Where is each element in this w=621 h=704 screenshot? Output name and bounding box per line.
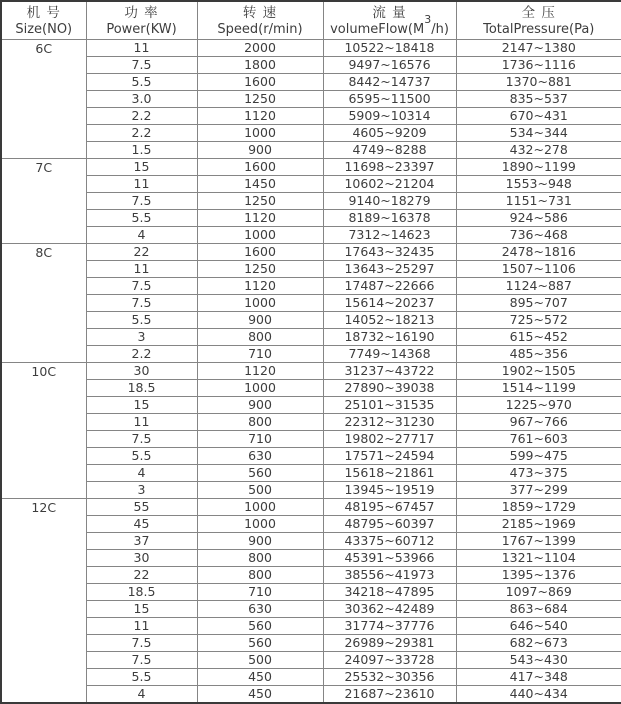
- pressure-cell: 761~603: [456, 431, 621, 448]
- table-row: [1, 448, 621, 465]
- speed-cell: 1000: [197, 295, 323, 312]
- power-cell: 7.5: [86, 652, 197, 669]
- power-cell: 3.0: [86, 91, 197, 108]
- table-row: [1, 601, 621, 618]
- flow-cell: 9497~16576: [323, 57, 456, 74]
- power-cell: 11: [86, 40, 197, 57]
- size-cell: 7C: [1, 159, 86, 244]
- table-row: [1, 159, 621, 176]
- pressure-cell: 863~684: [456, 601, 621, 618]
- power-cell: 7.5: [86, 431, 197, 448]
- power-cell: 2.2: [86, 108, 197, 125]
- speed-cell: 500: [197, 482, 323, 499]
- power-cell: 2.2: [86, 125, 197, 142]
- pressure-cell: 646~540: [456, 618, 621, 635]
- speed-cell: 800: [197, 550, 323, 567]
- table-row: [1, 295, 621, 312]
- flow-cell: 48795~60397: [323, 516, 456, 533]
- pressure-cell: 2147~1380: [456, 40, 621, 57]
- table-row: [1, 482, 621, 499]
- col-header-size-zh: 机 号: [26, 4, 61, 21]
- power-cell: 4: [86, 686, 197, 704]
- pressure-cell: 473~375: [456, 465, 621, 482]
- speed-cell: 500: [197, 652, 323, 669]
- pressure-cell: 1553~948: [456, 176, 621, 193]
- flow-cell: 22312~31230: [323, 414, 456, 431]
- table-row: [1, 652, 621, 669]
- col-header-pressure-zh: 全 压: [521, 4, 556, 21]
- speed-cell: 800: [197, 567, 323, 584]
- pressure-cell: 1859~1729: [456, 499, 621, 516]
- col-header-speed-en: Speed(r/min): [217, 21, 303, 37]
- table-row: [1, 686, 621, 704]
- flow-cell: 31237~43722: [323, 363, 456, 380]
- table-row: [1, 74, 621, 91]
- speed-cell: 1250: [197, 193, 323, 210]
- speed-cell: 450: [197, 686, 323, 704]
- pressure-cell: 1321~1104: [456, 550, 621, 567]
- flow-cell: 11698~23397: [323, 159, 456, 176]
- speed-cell: 1120: [197, 210, 323, 227]
- speed-cell: 630: [197, 448, 323, 465]
- table-row: [1, 431, 621, 448]
- flow-cell: 15614~20237: [323, 295, 456, 312]
- speed-cell: 800: [197, 414, 323, 431]
- table-row: [1, 499, 621, 516]
- flow-cell: 4749~8288: [323, 142, 456, 159]
- power-cell: 45: [86, 516, 197, 533]
- table-row: [1, 40, 621, 57]
- table-row: [1, 533, 621, 550]
- speed-cell: 1000: [197, 380, 323, 397]
- flow-cell: 6595~11500: [323, 91, 456, 108]
- pressure-cell: 1097~869: [456, 584, 621, 601]
- flow-cell: 21687~23610: [323, 686, 456, 704]
- power-cell: 4: [86, 227, 197, 244]
- table-row: [1, 635, 621, 652]
- power-cell: 7.5: [86, 278, 197, 295]
- flow-cell: 7312~14623: [323, 227, 456, 244]
- speed-cell: 1000: [197, 227, 323, 244]
- flow-cell: 45391~53966: [323, 550, 456, 567]
- size-cell: 10C: [1, 363, 86, 499]
- power-cell: 5.5: [86, 210, 197, 227]
- pressure-cell: 1890~1199: [456, 159, 621, 176]
- size-cell: 6C: [1, 40, 86, 159]
- table-row: [1, 125, 621, 142]
- power-cell: 15: [86, 159, 197, 176]
- pressure-cell: 736~468: [456, 227, 621, 244]
- pressure-cell: 485~356: [456, 346, 621, 363]
- pressure-cell: 682~673: [456, 635, 621, 652]
- flow-cell: 8189~16378: [323, 210, 456, 227]
- pressure-cell: 725~572: [456, 312, 621, 329]
- flow-cell: 19802~27717: [323, 431, 456, 448]
- header-row: [1, 1, 621, 40]
- table-row: [1, 210, 621, 227]
- col-header-size-en: Size(NO): [15, 21, 73, 37]
- power-cell: 1.5: [86, 142, 197, 159]
- table-row: [1, 516, 621, 533]
- table-row: [1, 397, 621, 414]
- power-cell: 4: [86, 465, 197, 482]
- power-cell: 18.5: [86, 584, 197, 601]
- power-cell: 3: [86, 482, 197, 499]
- flow-cell: 43375~60712: [323, 533, 456, 550]
- flow-cell: 4605~9209: [323, 125, 456, 142]
- pressure-cell: 895~707: [456, 295, 621, 312]
- flow-cell: 25532~30356: [323, 669, 456, 686]
- power-cell: 11: [86, 176, 197, 193]
- flow-cell: 17487~22666: [323, 278, 456, 295]
- flow-cell: 17571~24594: [323, 448, 456, 465]
- power-cell: 5.5: [86, 448, 197, 465]
- speed-cell: 2000: [197, 40, 323, 57]
- power-cell: 15: [86, 397, 197, 414]
- speed-cell: 1000: [197, 125, 323, 142]
- flow-cell: 10602~21204: [323, 176, 456, 193]
- table-row: [1, 414, 621, 431]
- power-cell: 55: [86, 499, 197, 516]
- power-cell: 30: [86, 363, 197, 380]
- table-row: [1, 567, 621, 584]
- power-cell: 18.5: [86, 380, 197, 397]
- pressure-cell: 1902~1505: [456, 363, 621, 380]
- pressure-cell: 377~299: [456, 482, 621, 499]
- flow-cell: 17643~32435: [323, 244, 456, 261]
- table-row: [1, 91, 621, 108]
- flow-cell: 24097~33728: [323, 652, 456, 669]
- speed-cell: 1120: [197, 363, 323, 380]
- table-row: [1, 584, 621, 601]
- speed-cell: 1600: [197, 159, 323, 176]
- col-header-power-en: Power(KW): [106, 21, 177, 37]
- power-cell: 7.5: [86, 57, 197, 74]
- speed-cell: 710: [197, 346, 323, 363]
- table-row: [1, 227, 621, 244]
- speed-cell: 560: [197, 635, 323, 652]
- col-header-flow-zh: 流 量: [372, 4, 407, 21]
- flow-cell: 27890~39038: [323, 380, 456, 397]
- pressure-cell: 543~430: [456, 652, 621, 669]
- pressure-cell: 534~344: [456, 125, 621, 142]
- speed-cell: 1800: [197, 57, 323, 74]
- table-row: [1, 363, 621, 380]
- flow-cell: 25101~31535: [323, 397, 456, 414]
- speed-cell: 900: [197, 312, 323, 329]
- flow-cell: 7749~14368: [323, 346, 456, 363]
- speed-cell: 1000: [197, 499, 323, 516]
- pressure-cell: 670~431: [456, 108, 621, 125]
- col-header-size: [1, 1, 86, 40]
- flow-cell: 30362~42489: [323, 601, 456, 618]
- speed-cell: 1120: [197, 108, 323, 125]
- power-cell: 15: [86, 601, 197, 618]
- table-row: [1, 261, 621, 278]
- spec-table-body: [1, 40, 621, 704]
- pressure-cell: 2478~1816: [456, 244, 621, 261]
- power-cell: 22: [86, 567, 197, 584]
- flow-cell: 9140~18279: [323, 193, 456, 210]
- pressure-cell: 1370~881: [456, 74, 621, 91]
- flow-cell: 38556~41973: [323, 567, 456, 584]
- table-row: [1, 57, 621, 74]
- flow-unit-superscript: 3: [424, 13, 432, 27]
- speed-cell: 1000: [197, 516, 323, 533]
- power-cell: 5.5: [86, 74, 197, 91]
- col-header-flow: [323, 1, 456, 40]
- size-cell: 12C: [1, 499, 86, 704]
- flow-cell: 10522~18418: [323, 40, 456, 57]
- table-row: [1, 176, 621, 193]
- table-row: [1, 312, 621, 329]
- table-row: [1, 380, 621, 397]
- flow-cell: 14052~18213: [323, 312, 456, 329]
- flow-cell: 48195~67457: [323, 499, 456, 516]
- pressure-cell: 1124~887: [456, 278, 621, 295]
- size-cell: 8C: [1, 244, 86, 363]
- speed-cell: 710: [197, 584, 323, 601]
- table-row: [1, 108, 621, 125]
- power-cell: 3: [86, 329, 197, 346]
- speed-cell: 800: [197, 329, 323, 346]
- speed-cell: 1600: [197, 74, 323, 91]
- speed-cell: 900: [197, 533, 323, 550]
- pressure-cell: 835~537: [456, 91, 621, 108]
- speed-cell: 710: [197, 431, 323, 448]
- table-row: [1, 550, 621, 567]
- col-header-speed-zh: 转 速: [242, 4, 278, 21]
- table-row: [1, 329, 621, 346]
- pressure-cell: 432~278: [456, 142, 621, 159]
- pressure-cell: 615~452: [456, 329, 621, 346]
- pressure-cell: 924~586: [456, 210, 621, 227]
- flow-cell: 18732~16190: [323, 329, 456, 346]
- flow-cell: 26989~29381: [323, 635, 456, 652]
- pressure-cell: 1736~1116: [456, 57, 621, 74]
- speed-cell: 560: [197, 618, 323, 635]
- pressure-cell: 1514~1199: [456, 380, 621, 397]
- power-cell: 7.5: [86, 295, 197, 312]
- table-row: [1, 346, 621, 363]
- pressure-cell: 1151~731: [456, 193, 621, 210]
- speed-cell: 1600: [197, 244, 323, 261]
- pressure-cell: 440~434: [456, 686, 621, 704]
- flow-cell: 5909~10314: [323, 108, 456, 125]
- pressure-cell: 2185~1969: [456, 516, 621, 533]
- pressure-cell: 967~766: [456, 414, 621, 431]
- flow-cell: 13643~25297: [323, 261, 456, 278]
- table-row: [1, 244, 621, 261]
- table-row: [1, 618, 621, 635]
- flow-cell: 15618~21861: [323, 465, 456, 482]
- col-header-power-zh: 功 率: [124, 4, 159, 21]
- pressure-cell: 1225~970: [456, 397, 621, 414]
- power-cell: 30: [86, 550, 197, 567]
- flow-cell: 8442~14737: [323, 74, 456, 91]
- table-row: [1, 465, 621, 482]
- table-row: [1, 669, 621, 686]
- speed-cell: 1120: [197, 278, 323, 295]
- pressure-cell: 1507~1106: [456, 261, 621, 278]
- table-row: [1, 142, 621, 159]
- speed-cell: 630: [197, 601, 323, 618]
- power-cell: 7.5: [86, 635, 197, 652]
- power-cell: 11: [86, 261, 197, 278]
- flow-cell: 31774~37776: [323, 618, 456, 635]
- power-cell: 22: [86, 244, 197, 261]
- flow-cell: 13945~19519: [323, 482, 456, 499]
- col-header-speed: [197, 1, 323, 40]
- pressure-cell: 417~348: [456, 669, 621, 686]
- col-header-pressure-en: TotalPressure(Pa): [483, 21, 595, 37]
- speed-cell: 1250: [197, 91, 323, 108]
- power-cell: 5.5: [86, 669, 197, 686]
- speed-cell: 900: [197, 142, 323, 159]
- table-row: [1, 278, 621, 295]
- speed-cell: 560: [197, 465, 323, 482]
- speed-cell: 1450: [197, 176, 323, 193]
- pressure-cell: 1395~1376: [456, 567, 621, 584]
- speed-cell: 450: [197, 669, 323, 686]
- power-cell: 5.5: [86, 312, 197, 329]
- pressure-cell: 599~475: [456, 448, 621, 465]
- col-header-power: [86, 1, 197, 40]
- power-cell: 2.2: [86, 346, 197, 363]
- table-row: [1, 193, 621, 210]
- col-header-pressure: [456, 1, 621, 40]
- power-cell: 7.5: [86, 193, 197, 210]
- power-cell: 11: [86, 414, 197, 431]
- speed-cell: 900: [197, 397, 323, 414]
- power-cell: 37: [86, 533, 197, 550]
- pressure-cell: 1767~1399: [456, 533, 621, 550]
- col-header-flow-en: $volumeFlow(M^3/h)$: [330, 13, 449, 37]
- flow-cell: 34218~47895: [323, 584, 456, 601]
- power-cell: 11: [86, 618, 197, 635]
- speed-cell: 1250: [197, 261, 323, 278]
